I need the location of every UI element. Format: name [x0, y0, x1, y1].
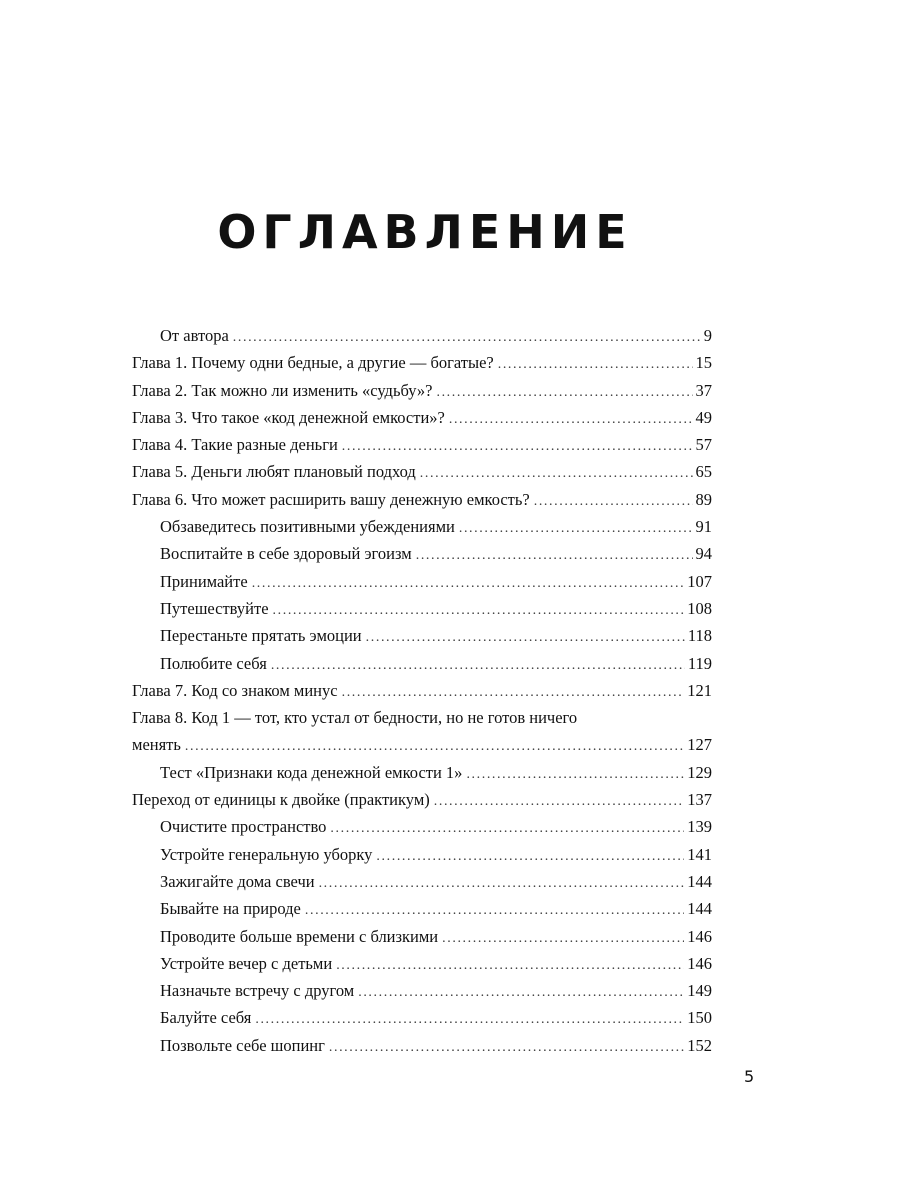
toc-entry-label: Переход от единицы к двойке (практикум) — [132, 790, 430, 810]
toc-entry-page: 118 — [687, 626, 712, 646]
toc-entry-label: менять — [132, 735, 181, 755]
toc-entry-label: Принимайте — [160, 571, 248, 591]
toc-entry-page: 146 — [687, 926, 712, 946]
toc-entry-label: Глава 2. Так можно ли изменить «судьбу»? — [132, 380, 433, 400]
dot-leader — [466, 761, 684, 788]
toc-entry[interactable] — [132, 622, 712, 649]
toc-entry-label: Бывайте на природе — [160, 899, 301, 919]
toc-entry-label: Путешествуйте — [160, 598, 269, 618]
toc-entry-page: 137 — [687, 790, 712, 810]
toc-entry[interactable] — [132, 841, 712, 868]
toc-entry[interactable] — [132, 349, 712, 376]
toc-entry-label: Глава 1. Почему одни бедные, а другие — богатые? — [132, 353, 494, 373]
dot-leader — [185, 733, 684, 760]
toc-entry-label: Полюбите себя — [160, 653, 267, 673]
toc-entry[interactable] — [132, 1032, 712, 1059]
toc-entry-page: 127 — [687, 735, 712, 755]
dot-leader — [498, 351, 693, 378]
toc-entry[interactable] — [132, 786, 712, 813]
dot-leader — [233, 324, 701, 351]
dot-leader — [252, 570, 685, 597]
toc-entry-label: Глава 6. Что может расширить вашу денежную емкость? — [132, 489, 530, 509]
toc-entry[interactable] — [132, 950, 712, 977]
page-title: ОГЛАВЛЕНИЕ — [217, 205, 633, 259]
toc-entry[interactable] — [132, 1004, 712, 1031]
page-number: 5 — [744, 1067, 755, 1086]
dot-leader — [420, 460, 693, 487]
dot-leader — [534, 488, 693, 515]
toc-entry-label: Очистите пространство — [160, 817, 327, 837]
table-of-contents — [132, 322, 712, 1059]
toc-entry[interactable] — [132, 486, 712, 513]
toc-entry[interactable] — [132, 513, 712, 540]
toc-entry-page: 119 — [687, 653, 712, 673]
toc-entry-page: 65 — [695, 462, 712, 482]
dot-leader — [342, 433, 693, 460]
dot-leader — [271, 652, 685, 679]
toc-entry-page: 108 — [687, 598, 712, 618]
toc-entry-label: Воспитайте в себе здоровый эгоизм — [160, 544, 412, 564]
toc-entry[interactable] — [132, 568, 712, 595]
toc-entry[interactable] — [132, 540, 712, 567]
toc-entry-page: 139 — [687, 817, 712, 837]
toc-entry-page: 150 — [687, 1008, 712, 1028]
toc-entry-label: От автора — [160, 326, 229, 345]
toc-entry[interactable] — [132, 923, 712, 950]
dot-leader — [449, 406, 693, 433]
dot-leader — [305, 897, 684, 924]
toc-entry[interactable] — [132, 977, 712, 1004]
toc-entry-page: 94 — [695, 544, 712, 564]
dot-leader — [342, 679, 685, 706]
toc-entry-label: Устройте генеральную уборку — [160, 844, 373, 864]
toc-entry-page: 149 — [687, 981, 712, 1001]
toc-entry-label: Перестаньте прятать эмоции — [160, 626, 362, 646]
toc-entry-label: Зажигайте дома свечи — [160, 871, 315, 891]
toc-entry-page: 49 — [695, 407, 712, 427]
dot-leader — [330, 815, 684, 842]
toc-entry-label: Глава 8. Код 1 — тот, кто устал от бедности, но не готов ничего — [132, 708, 578, 728]
toc-entry-label: Устройте вечер с детьми — [160, 953, 333, 973]
dot-leader — [358, 979, 684, 1006]
toc-entry[interactable] — [132, 404, 712, 431]
toc-entry-page: 37 — [695, 380, 712, 400]
toc-entry[interactable] — [132, 377, 712, 404]
dot-leader — [336, 952, 684, 979]
toc-entry-label: Тест «Признаки кода денежной емкости 1» — [160, 762, 463, 782]
toc-entry-page: 89 — [695, 489, 712, 509]
dot-leader — [436, 379, 692, 406]
dot-leader — [376, 843, 684, 870]
toc-entry-page: 141 — [687, 844, 712, 864]
dot-leader — [416, 542, 693, 569]
toc-entry[interactable] — [132, 868, 712, 895]
toc-entry-page: 129 — [687, 762, 712, 782]
dot-leader — [329, 1034, 684, 1061]
toc-entry-page: 9 — [703, 326, 712, 345]
toc-entry-page: 121 — [687, 680, 712, 700]
toc-entry-label: Глава 3. Что такое «код денежной емкости»? — [132, 407, 445, 427]
toc-entry-page: 15 — [695, 353, 712, 373]
toc-entry-page: 146 — [687, 953, 712, 973]
toc-entry[interactable] — [132, 458, 712, 485]
toc-entry-label: Глава 5. Деньги любят плановый подход — [132, 462, 416, 482]
dot-leader — [434, 788, 685, 815]
toc-entry-label: Обзаведитесь позитивными убеждениями — [160, 517, 455, 537]
toc-entry[interactable] — [132, 759, 712, 786]
toc-entry-page: 91 — [695, 517, 712, 537]
toc-entry-page: 152 — [687, 1035, 712, 1055]
dot-leader — [255, 1006, 684, 1033]
toc-entry-page: 144 — [687, 899, 712, 919]
toc-entry[interactable] — [132, 650, 712, 677]
toc-entry-page: 107 — [687, 571, 712, 591]
toc-entry-label: Проводите больше времени с близкими — [160, 926, 439, 946]
dot-leader — [366, 624, 685, 651]
dot-leader — [442, 925, 684, 952]
dot-leader — [273, 597, 685, 624]
toc-entry-page: 57 — [695, 435, 712, 455]
toc-entry-label: Балуйте себя — [160, 1008, 252, 1028]
dot-leader — [459, 515, 693, 542]
toc-entry-page: 144 — [687, 871, 712, 891]
dot-leader — [319, 870, 685, 897]
toc-entry-label: Глава 4. Такие разные деньги — [132, 435, 338, 455]
toc-entry-label: Назначьте встречу с другом — [160, 981, 355, 1001]
toc-entry-label: Позвольте себе шопинг — [160, 1035, 325, 1055]
toc-entry[interactable] — [132, 431, 712, 458]
toc-entry[interactable] — [132, 731, 712, 758]
toc-entry[interactable] — [132, 813, 712, 840]
toc-entry[interactable] — [132, 595, 712, 622]
toc-entry-label: Глава 7. Код со знаком минус — [132, 680, 338, 700]
toc-entry[interactable] — [132, 322, 712, 349]
toc-entry[interactable] — [132, 677, 712, 704]
toc-entry[interactable] — [132, 895, 712, 922]
